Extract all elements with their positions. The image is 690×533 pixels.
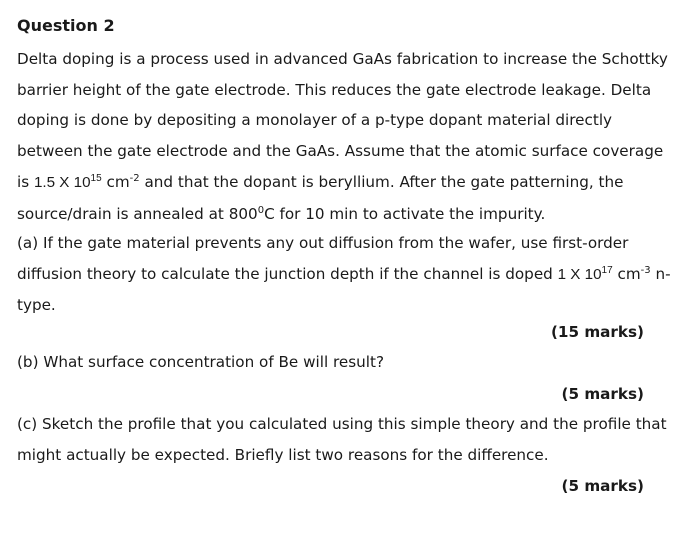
doping-unit: cm bbox=[612, 264, 641, 283]
coverage-value: 1.5 X 10 bbox=[33, 173, 91, 191]
part-a-text-1: (a) If the gate material prevents any out diffusion from the wafer, use first-order diffusion theory to calculate the junction depth if the channel is doped bbox=[17, 234, 629, 283]
part-a-text-2: n-type. bbox=[17, 264, 671, 315]
part-b-marks: (5 marks) bbox=[561, 385, 644, 403]
part-c-marks: (5 marks) bbox=[561, 477, 644, 495]
doping-value: 1 X 10 bbox=[557, 265, 602, 283]
intro-text-2: and that the dopant is beryllium. After the gate patterning, the source/drain is annealed at 800 bbox=[17, 172, 624, 223]
question-intro-paragraph bbox=[17, 44, 677, 229]
degree-symbol: 0 bbox=[257, 204, 265, 216]
intro-text-3: C for 10 min to activate the impurity. bbox=[264, 204, 546, 223]
coverage-unit: cm bbox=[106, 172, 130, 191]
part-a-paragraph bbox=[17, 228, 677, 321]
part-b-paragraph: (b) What surface concentration of Be will result? bbox=[17, 353, 385, 371]
doping-exponent: 17 bbox=[601, 264, 613, 276]
question-title: Question 2 bbox=[17, 16, 115, 35]
part-c-paragraph: (c) Sketch the profile that you calculated using this simple theory and the profile that might actually be expected. Briefly list two reasons for the difference. bbox=[17, 415, 667, 464]
coverage-exponent: 15 bbox=[90, 172, 102, 184]
coverage-unit-exponent: -2 bbox=[129, 172, 140, 184]
part-a-marks: (15 marks) bbox=[550, 323, 644, 341]
doping-unit-exponent: -3 bbox=[640, 264, 651, 276]
intro-text-1: Delta doping is a process used in advanced GaAs fabrication to increase the Schottky barrier height of the gate electrode. This reduces the gate electrode leakage. Delta doping is done by depositing a monolayer of a p-type dopant material directly between the gate electrode and the GaAs. Assume that the atomic surface coverage is bbox=[17, 50, 668, 191]
